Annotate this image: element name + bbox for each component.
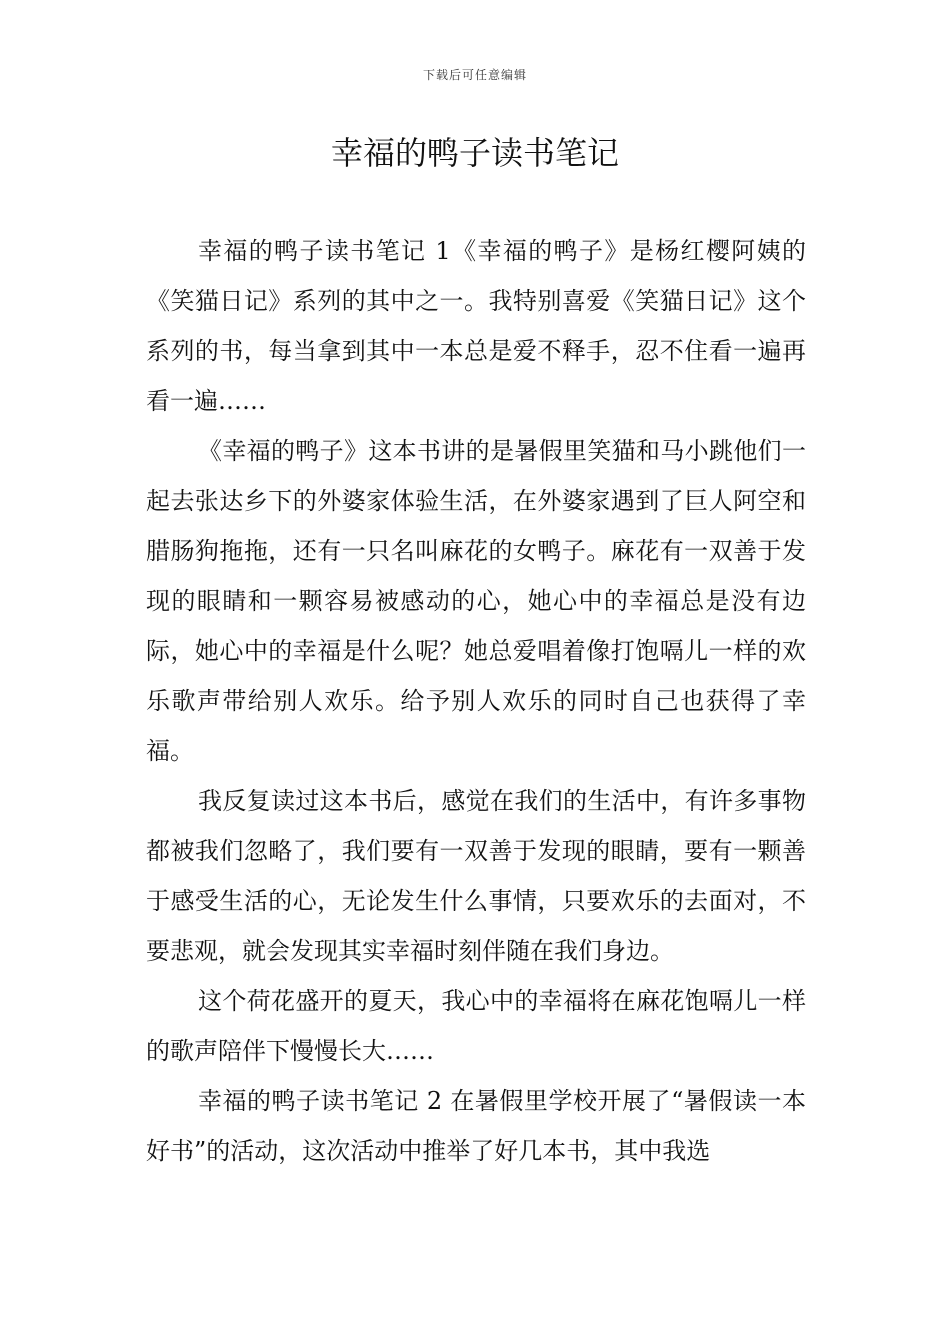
- header-note: 下载后可任意编辑: [422, 68, 527, 82]
- paragraph-3: 我反复读过这本书后，感觉在我们的生活中，有许多事物都被我们忽略了，我们要有一双善于发现的眼睛，要有一颗善于感受生活的心，无论发生什么事情，只要欢乐的去面对，不要悲观，就会发现其实幸福时刻伴随在我们身边。: [146, 787, 806, 965]
- document-title: 幸福的鸭子读书笔记: [330, 134, 619, 172]
- paragraph-4: 这个荷花盛开的夏天，我心中的幸福将在麻花饱嗝儿一样的歌声陪伴下慢慢长大……: [146, 987, 806, 1065]
- paragraph-1: 幸福的鸭子读书笔记 1《幸福的鸭子》是杨红樱阿姨的《笑猫日记》系列的其中之一。我特别喜爱《笑猫日记》这个系列的书，每当拿到其中一本总是爱不释手，忍不住看一遍再看一遍……: [146, 237, 806, 415]
- paragraph-5: 幸福的鸭子读书笔记 2 在暑假里学校开展了“暑假读一本好书”的活动，这次活动中推举了好几本书，其中我选: [146, 1087, 806, 1165]
- paragraph-2: 《幸福的鸭子》这本书讲的是暑假里笑猫和马小跳他们一起去张达乡下的外婆家体验生活，在外婆家遇到了巨人阿空和腊肠狗拖拖，还有一只名叫麻花的女鸭子。麻花有一双善于发现的眼睛和一颗容易被感动的心，她心中的幸福总是没有边际，她心中的幸福是什么呢？她总爱唱着像打饱嗝儿一样的欢乐歌声带给别人欢乐。给予别人欢乐的同时自己也获得了幸福。: [146, 437, 806, 765]
- document-body: [146, 226, 806, 1176]
